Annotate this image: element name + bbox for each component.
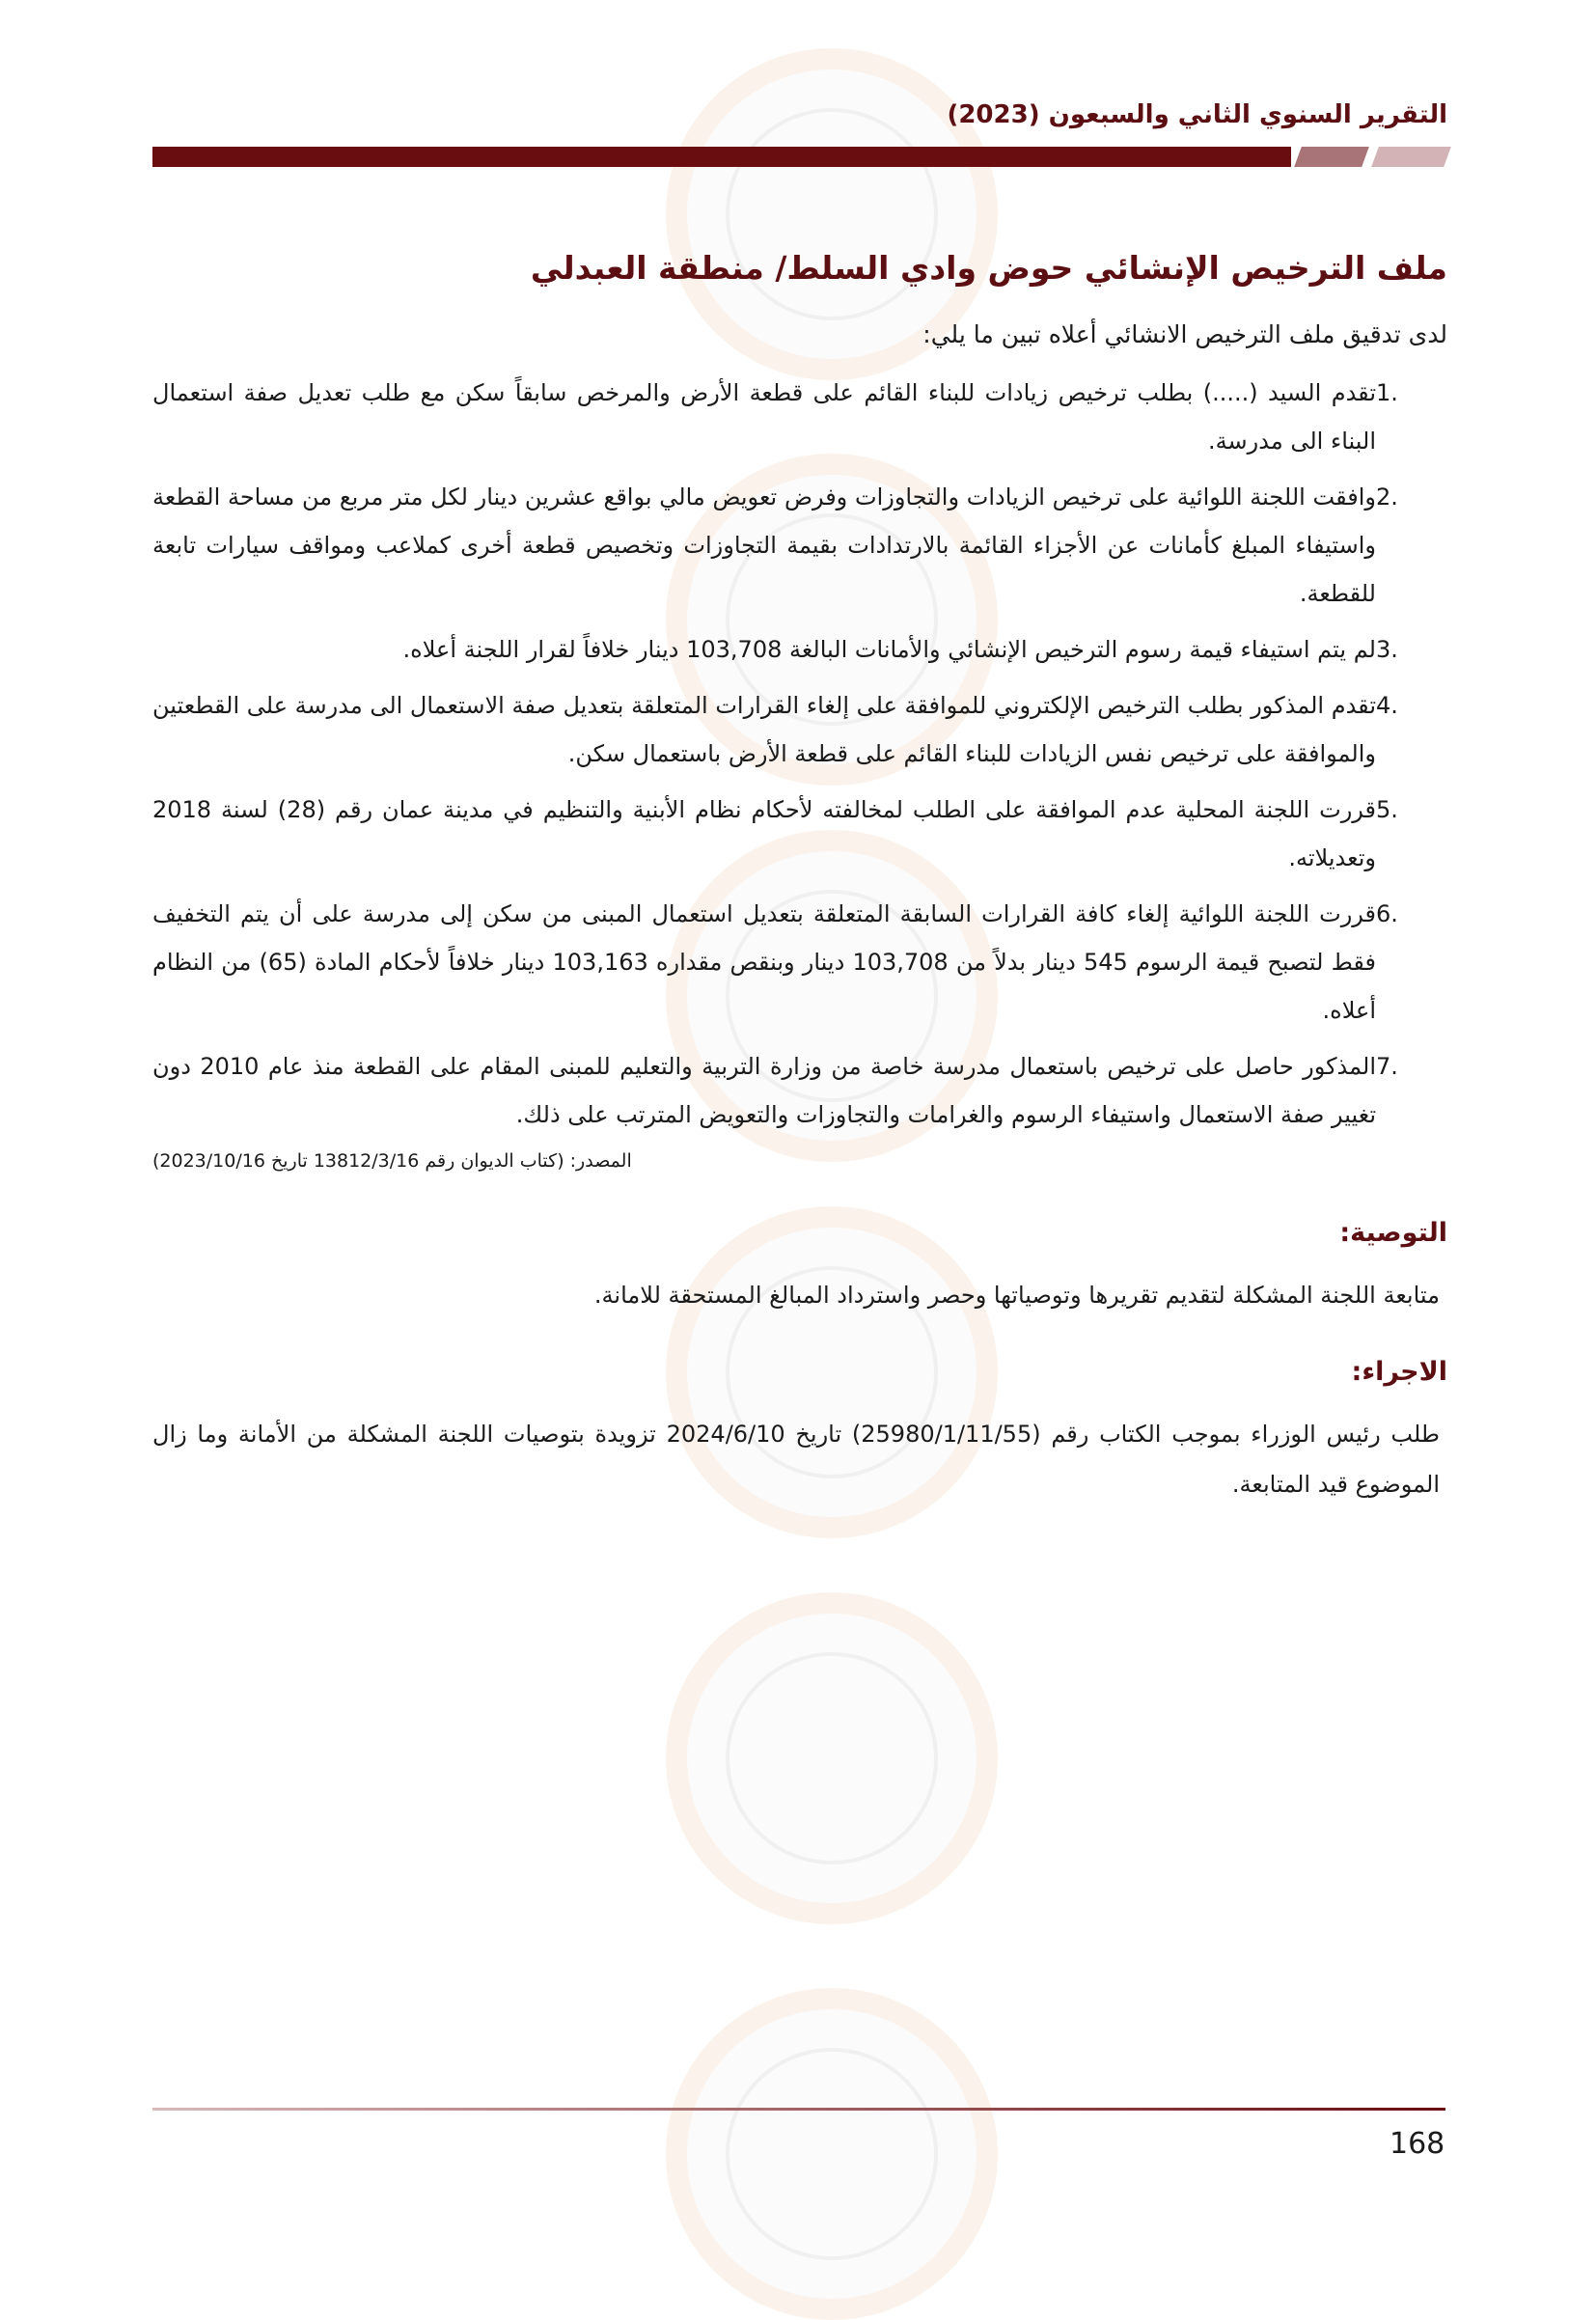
source-text: المصدر: (كتاب الديوان رقم 13812/3/16 تاريخ 2023/10/16) bbox=[152, 1150, 632, 1172]
recommendation-text: متابعة اللجنة المشكلة لتقديم تقريرها وتوصياتها وحصر واسترداد المبالغ المستحقة للامانة. bbox=[593, 1282, 1440, 1309]
findings-list bbox=[152, 369, 1447, 1146]
item-text: وافقت اللجنة اللوائية على ترخيص الزيادات والتجاوزات وفرض تعويض مالي بواقع عشرين دينار لكل متر مربع من مساحة القطعة واستيفاء المبلغ كأمانات عن الأجزاء القائمة بالارتدادات بقيمة التجاوزات وتخصيص قطعة أخرى كملاعب ومواقف سيارات تابعة للقطعة. bbox=[152, 483, 1376, 607]
list-item bbox=[152, 786, 1447, 882]
watermark-clock-icon bbox=[666, 1592, 998, 1924]
header-bar-segment bbox=[1371, 147, 1451, 167]
item-text: المذكور حاصل على ترخيص باستعمال مدرسة خاصة من وزارة التربية والتعليم للمبنى المقام على القطعة منذ عام 2010 دون تغيير صفة الاستعمال واستيفاء الرسوم والغرامات والتجاوزات والتعويض المترتب على ذلك. bbox=[152, 1053, 1376, 1128]
header-bar bbox=[152, 147, 1291, 167]
report-header-title: التقرير السنوي الثاني والسبعون (2023) bbox=[947, 100, 1447, 129]
header-bar-segment bbox=[1294, 147, 1369, 167]
watermark-clock-icon bbox=[666, 1988, 998, 2320]
page-number: 168 bbox=[1390, 2127, 1445, 2161]
list-item bbox=[152, 681, 1447, 778]
recommendation-heading: التوصية: bbox=[1339, 1218, 1447, 1248]
item-number: 1. bbox=[1376, 379, 1398, 406]
item-number: 4. bbox=[1376, 692, 1398, 719]
action-text: طلب رئيس الوزراء بموجب الكتاب رقم (25980/1/11/55) تاريخ 2024/6/10 تزويدة بتوصيات اللجنة المشكلة من الأمانة وما زال الموضوع قيد المتابعة. bbox=[152, 1421, 1441, 1498]
list-item bbox=[152, 369, 1447, 465]
item-number: 6. bbox=[1376, 900, 1398, 927]
list-item bbox=[152, 1042, 1447, 1139]
list-item bbox=[152, 473, 1447, 618]
source-note bbox=[152, 1150, 1447, 1172]
item-text: قررت اللجنة المحلية عدم الموافقة على الطلب لمخالفته لأحكام نظام الأبنية والتنظيم في مدينة عمان رقم (28) لسنة 2018 وتعديلاته. bbox=[152, 796, 1376, 871]
item-number: 7. bbox=[1376, 1053, 1398, 1080]
section-heading: ملف الترخيص الإنشائي حوض وادي السلط/ منطقة العبدلي bbox=[530, 249, 1447, 287]
item-number: 2. bbox=[1376, 483, 1398, 511]
item-number: 5. bbox=[1376, 796, 1398, 823]
list-item bbox=[152, 625, 1447, 674]
action-heading: الاجراء: bbox=[1351, 1357, 1447, 1387]
item-text: تقدم المذكور بطلب الترخيص الإلكتروني للموافقة على إلغاء القرارات المتعلقة بتعديل صفة الاستعمال الى مدرسة على القطعتين والموافقة على ترخيص نفس الزيادات للبناء القائم على قطعة الأرض باستعمال سكن. bbox=[152, 692, 1376, 767]
item-number: 3. bbox=[1376, 636, 1398, 663]
intro-text: لدى تدقيق ملف الترخيص الانشائي أعلاه تبين ما يلي: bbox=[922, 320, 1447, 348]
list-item bbox=[152, 890, 1447, 1035]
item-text: تقدم السيد (.....) بطلب ترخيص زيادات للبناء القائم على قطعة الأرض والمرخص سابقاً سكن مع طلب تعديل صفة استعمال البناء الى مدرسة. bbox=[152, 379, 1376, 455]
item-text: قررت اللجنة اللوائية إلغاء كافة القرارات السابقة المتعلقة بتعديل استعمال المبنى من سكن إلى مدرسة على أن يتم التخفيف فقط لتصبح قيمة الرسوم 545 دينار بدلاً من 103,708 دينار وبنقص مقداره 103,163 دينار خلافاً لأحكام المادة (65) من النظام أعلاه. bbox=[152, 900, 1377, 1024]
footer-divider bbox=[152, 2108, 1445, 2111]
item-text: لم يتم استيفاء قيمة رسوم الترخيص الإنشائي والأمانات البالغة 103,708 دينار خلافاً لقرار اللجنة أعلاه. bbox=[402, 636, 1376, 663]
